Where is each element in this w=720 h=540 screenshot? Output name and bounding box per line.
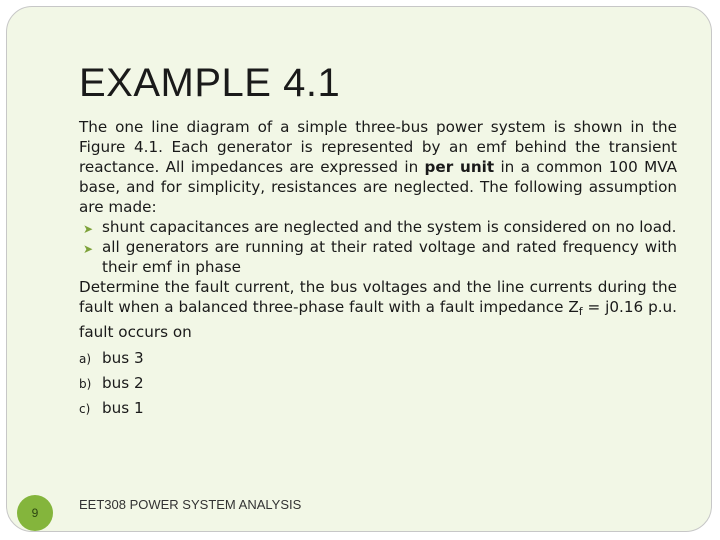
list-item — [79, 398, 677, 423]
list-item — [79, 373, 677, 398]
bullet-text: all generators are running at their rated voltage and rated frequency with their emf in phase — [102, 238, 677, 276]
determine-paragraph — [79, 277, 677, 342]
intro-bold-text: per unit — [424, 158, 495, 176]
options-list — [79, 348, 677, 423]
list-item-text: bus 2 — [102, 374, 144, 392]
intro-paragraph — [79, 117, 677, 217]
page-number-badge: 9 — [17, 495, 53, 531]
slide-body — [79, 117, 677, 423]
list-item-text: bus 3 — [102, 349, 144, 367]
list-marker: c) — [79, 402, 91, 416]
slide-title: EXAMPLE 4.1 — [79, 61, 341, 105]
bullet-text: shunt capacitances are neglected and the system is considered on no load. — [102, 218, 677, 236]
list-item-text: bus 1 — [102, 399, 144, 417]
list-marker: a) — [79, 352, 92, 366]
bullet-item — [79, 217, 677, 237]
determine-text-1: Determine the fault current, the bus voltages and the line currents during the fault when a balanced three-phase fault with a fault impedance Z — [79, 278, 677, 316]
list-marker: b) — [79, 377, 92, 391]
bullet-arrow-icon: ➤ — [83, 222, 94, 236]
footer-text: EET308 POWER SYSTEM ANALYSIS — [79, 497, 302, 512]
list-item — [79, 348, 677, 373]
intro-text-1: The one line diagram of a simple three-bus power system is shown in the Figure 4.1. Each generator is represented by an emf behind the transient reactance. All impedances are expressed in — [79, 118, 677, 176]
intro-text-2: in a common 100 MVA base, and for simplicity, resistances are neglected. The following assumption are made: — [79, 158, 678, 216]
impedance-subscript: f — [578, 305, 583, 318]
bullet-item — [79, 237, 677, 277]
slide — [6, 6, 712, 532]
determine-text-2: = j0.16 p.u. fault occurs on — [79, 298, 677, 341]
bullet-arrow-icon: ➤ — [83, 242, 94, 256]
